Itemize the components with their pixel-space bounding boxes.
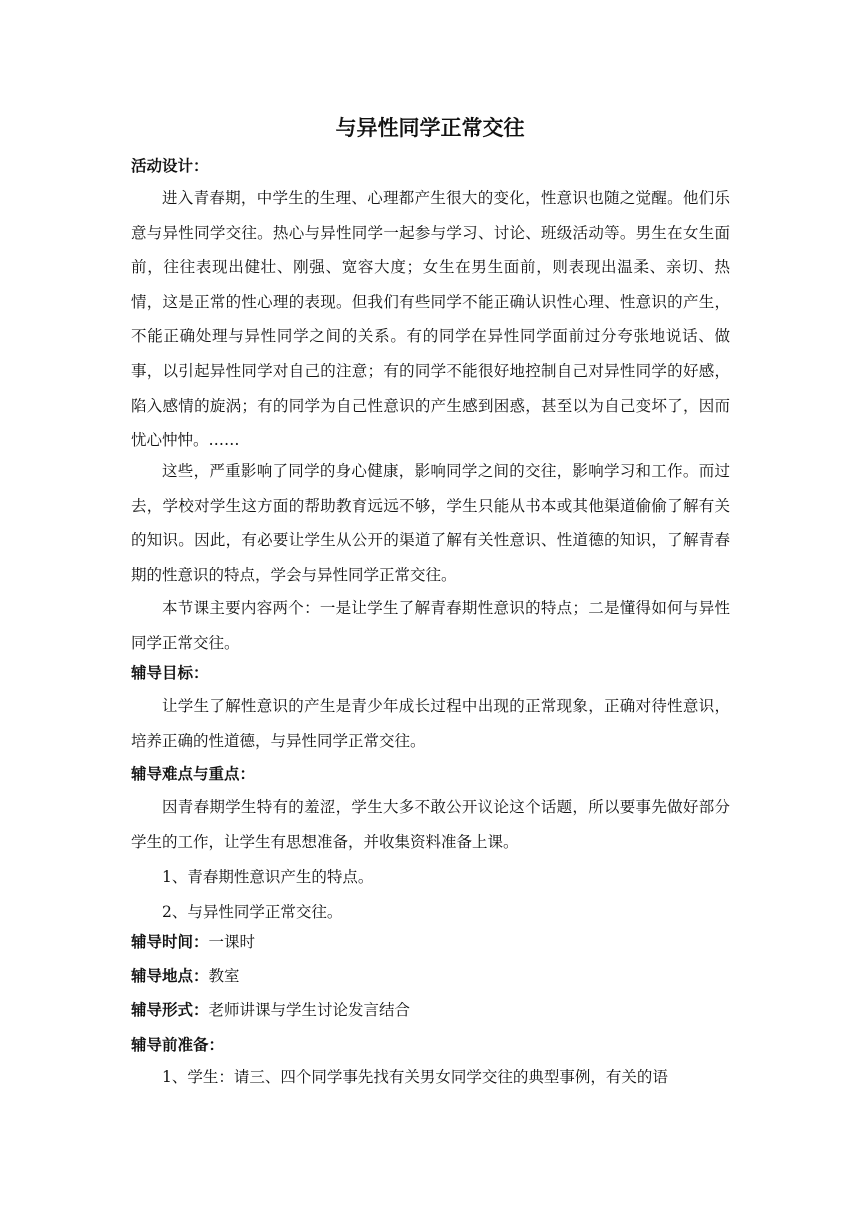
difficulty-item-2: 2、与异性同学正常交往。 <box>162 903 343 921</box>
preparation-paragraph-1: 1、学生：请三、四个同学事先找有关男女同学交往的典型事例，有关的语 <box>162 1068 668 1086</box>
difficulty-item-1: 1、青春期性意识产生的特点。 <box>162 868 374 886</box>
time-label: 辅导时间： <box>131 932 209 951</box>
place-value: 教室 <box>208 967 240 985</box>
form-line <box>131 999 410 1021</box>
activity-design-paragraph-3: 本节课主要内容两个：一是让学生了解青春期性意识的特点；二是懂得如何与异性同学正常交往。 <box>131 599 730 652</box>
form-value: 老师讲课与学生讨论发言结合 <box>208 1001 411 1019</box>
goal-paragraph-1: 让学生了解性意识的产生是青少年成长过程中出现的正常现象，正确对待性意识，培养正确的性道德，与异性同学正常交往。 <box>131 697 730 750</box>
place-label: 辅导地点： <box>131 966 209 985</box>
difficulty-paragraph-1: 因青春期学生特有的羞涩，学生大多不敢公开议论这个话题，所以要事先做好部分学生的工作，让学生有思想准备，并收集资料准备上课。 <box>131 798 730 851</box>
activity-design-paragraph-1: 进入青春期，中学生的生理、心理都产生很大的变化，性意识也随之觉醒。他们乐意与异性同学交往。热心与异性同学一起参与学习、讨论、班级活动等。男生在女生面前，往往表现出健壮、刚强、宽容大度；女生在男生面前，则表现出温柔、亲切、热情，这是正常的性心理的表现。但我们有些同学不能正确认识性心理、性意识的产生，不能正确处理与异性同学之间的关系。有的同学在异性同学面前过分夸张地说话、做事，以引起异性同学对自己的注意；有的同学不能很好地控制自己对异性同学的好感，陷入感情的旋涡；有的同学为自己性意识的产生感到困惑，甚至以为自己变坏了，因而忧心忡忡。…… <box>131 189 730 450</box>
section-heading-goal: 辅导目标： <box>131 663 209 682</box>
section-heading-activity-design: 活动设计： <box>131 156 209 175</box>
time-value: 一课时 <box>208 933 256 951</box>
time-line <box>131 931 255 953</box>
document-title: 与异性同学正常交往 <box>335 115 525 140</box>
activity-design-paragraph-2: 这些，严重影响了同学的身心健康，影响同学之间的交往，影响学习和工作。而过去，学校对学生这方面的帮助教育远远不够，学生只能从书本或其他渠道偷偷了解有关的知识。因此，有必要让学生从公开的渠道了解有关性意识、性道德的知识，了解青春期的性意识的特点，学会与异性同学正常交往。 <box>131 462 730 584</box>
section-heading-difficulty: 辅导难点与重点： <box>131 764 256 783</box>
place-line <box>131 965 240 987</box>
section-heading-preparation: 辅导前准备： <box>131 1035 225 1054</box>
form-label: 辅导形式： <box>131 1000 209 1019</box>
